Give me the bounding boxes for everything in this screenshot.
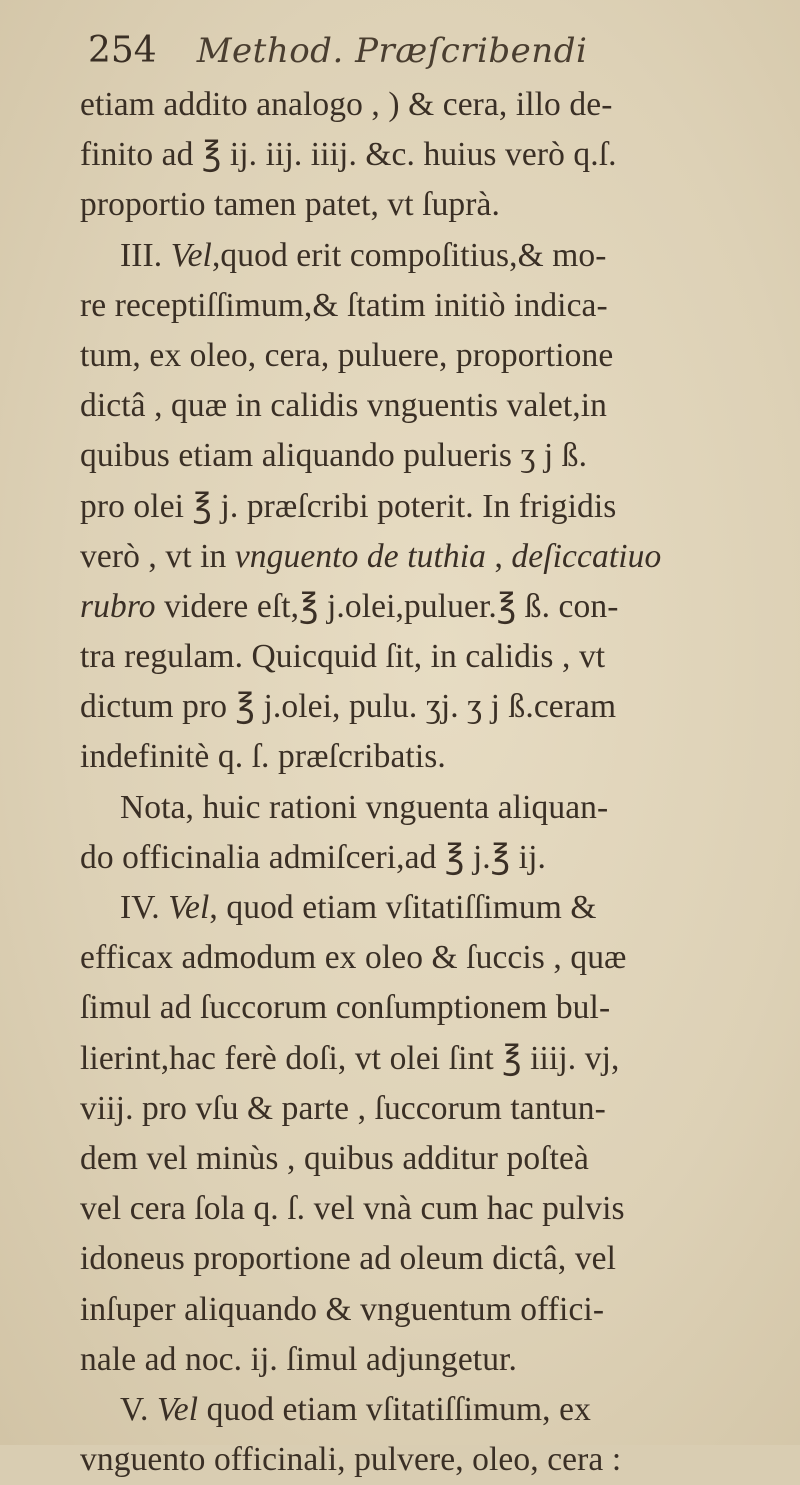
text-line [80,632,800,682]
text-run: , [485,537,512,575]
text-line [80,1084,800,1134]
text-run: Nota, huic rationi vnguenta aliquan- [120,788,609,826]
italic-text: vnguento de tuthia [234,537,486,575]
text-line [80,1034,800,1084]
text-line [80,80,800,130]
text-run: quibus etiam aliquando pulueris ʒ j ß. [80,437,588,475]
text-line [80,431,800,481]
text-run: inſuper aliquando & vnguentum offici- [80,1290,605,1328]
text-line [80,783,800,833]
text-line [80,130,800,180]
text-run: idoneus proportione ad oleum dictâ, vel [80,1240,617,1278]
text-line [80,1435,800,1485]
text-line [80,833,800,883]
text-line [80,532,800,582]
text-line [80,1234,800,1284]
text-run: lierint,hac ferè doſi, vt olei ſint ℥ iiij. vj, [80,1039,620,1077]
text-run: III. [120,236,171,274]
italic-text: Vel [156,1390,199,1428]
text-run: dictâ , quæ in calidis vnguentis valet,in [80,387,607,425]
text-line [80,883,800,933]
text-run: tra regulam. Quicquid ſit, in calidis , vt [80,638,606,676]
running-title: Method. Præſcribendi [196,31,588,71]
text-run: etiam addito analogo , ) & cera, illo de- [80,86,613,123]
text-run: videre eſt,℥ j.olei,puluer.℥ ß. con- [155,587,619,625]
text-line [80,682,800,732]
text-run: proportio tamen patet, vt ſuprà. [80,186,500,224]
text-line [80,1134,800,1184]
text-line [80,933,800,983]
italic-text: Vel [170,236,212,274]
text-run: finito ad ℥ ij. iij. iiij. &c. huius verò q.ſ. [80,136,617,174]
text-run: pro olei ℥ j. præſcribi poterit. In frigidis [80,487,617,525]
text-line [80,281,800,331]
text-line [80,732,800,782]
text-run: verò , vt in [80,537,235,575]
text-run: vel cera ſola q. ſ. vel vnà cum hac pulvis [80,1190,625,1228]
text-line [80,482,800,532]
text-run: quod etiam vſitatiſſimum, ex [198,1390,591,1428]
text-run: dictum pro ℥ j.olei, pulu. ʒj. ʒ j ß.ceram [80,688,617,726]
text-line [80,1184,800,1234]
text-run: re receptiſſimum,& ſtatim initiò indica- [80,286,608,324]
text-run: viij. pro vſu & parte , ſuccorum tantun- [80,1089,606,1127]
text-line [80,1385,800,1435]
text-line [80,231,800,281]
italic-text: deſiccatiuo [511,537,662,575]
body-text [80,80,800,1485]
text-run: tum, ex oleo, cera, puluere, proportione [80,336,614,374]
text-run: ſimul ad ſuccorum conſumptionem bul- [80,989,611,1027]
text-run: ,quod erit compoſitius,& mo- [211,236,607,274]
text-line [80,983,800,1033]
text-run: do officinalia admiſceri,ad ℥ j.℥ ij. [80,838,546,876]
text-run: efficax admodum ex oleo & ſuccis , quæ [80,939,627,977]
text-run: dem vel minùs , quibus additur poſteà [80,1139,589,1177]
text-run: V. [120,1390,157,1428]
text-run: indefinitè q. ſ. præſcribatis. [80,738,446,776]
text-line [80,1285,800,1335]
text-line [80,381,800,431]
text-run: nale ad noc. ij. ſimul adjungetur. [80,1340,517,1378]
italic-text: rubro [80,587,156,625]
text-line [80,582,800,632]
text-run: IV. [120,889,169,926]
text-run: vnguento officinali, pulvere, oleo, cera : [80,1441,622,1479]
page-number: 254 [88,30,157,71]
text-line [80,180,800,230]
text-line [80,1335,800,1385]
italic-text: Vel [168,889,210,926]
text-line [80,331,800,381]
text-run: , quod etiam vſitatiſſimum & [209,889,597,926]
